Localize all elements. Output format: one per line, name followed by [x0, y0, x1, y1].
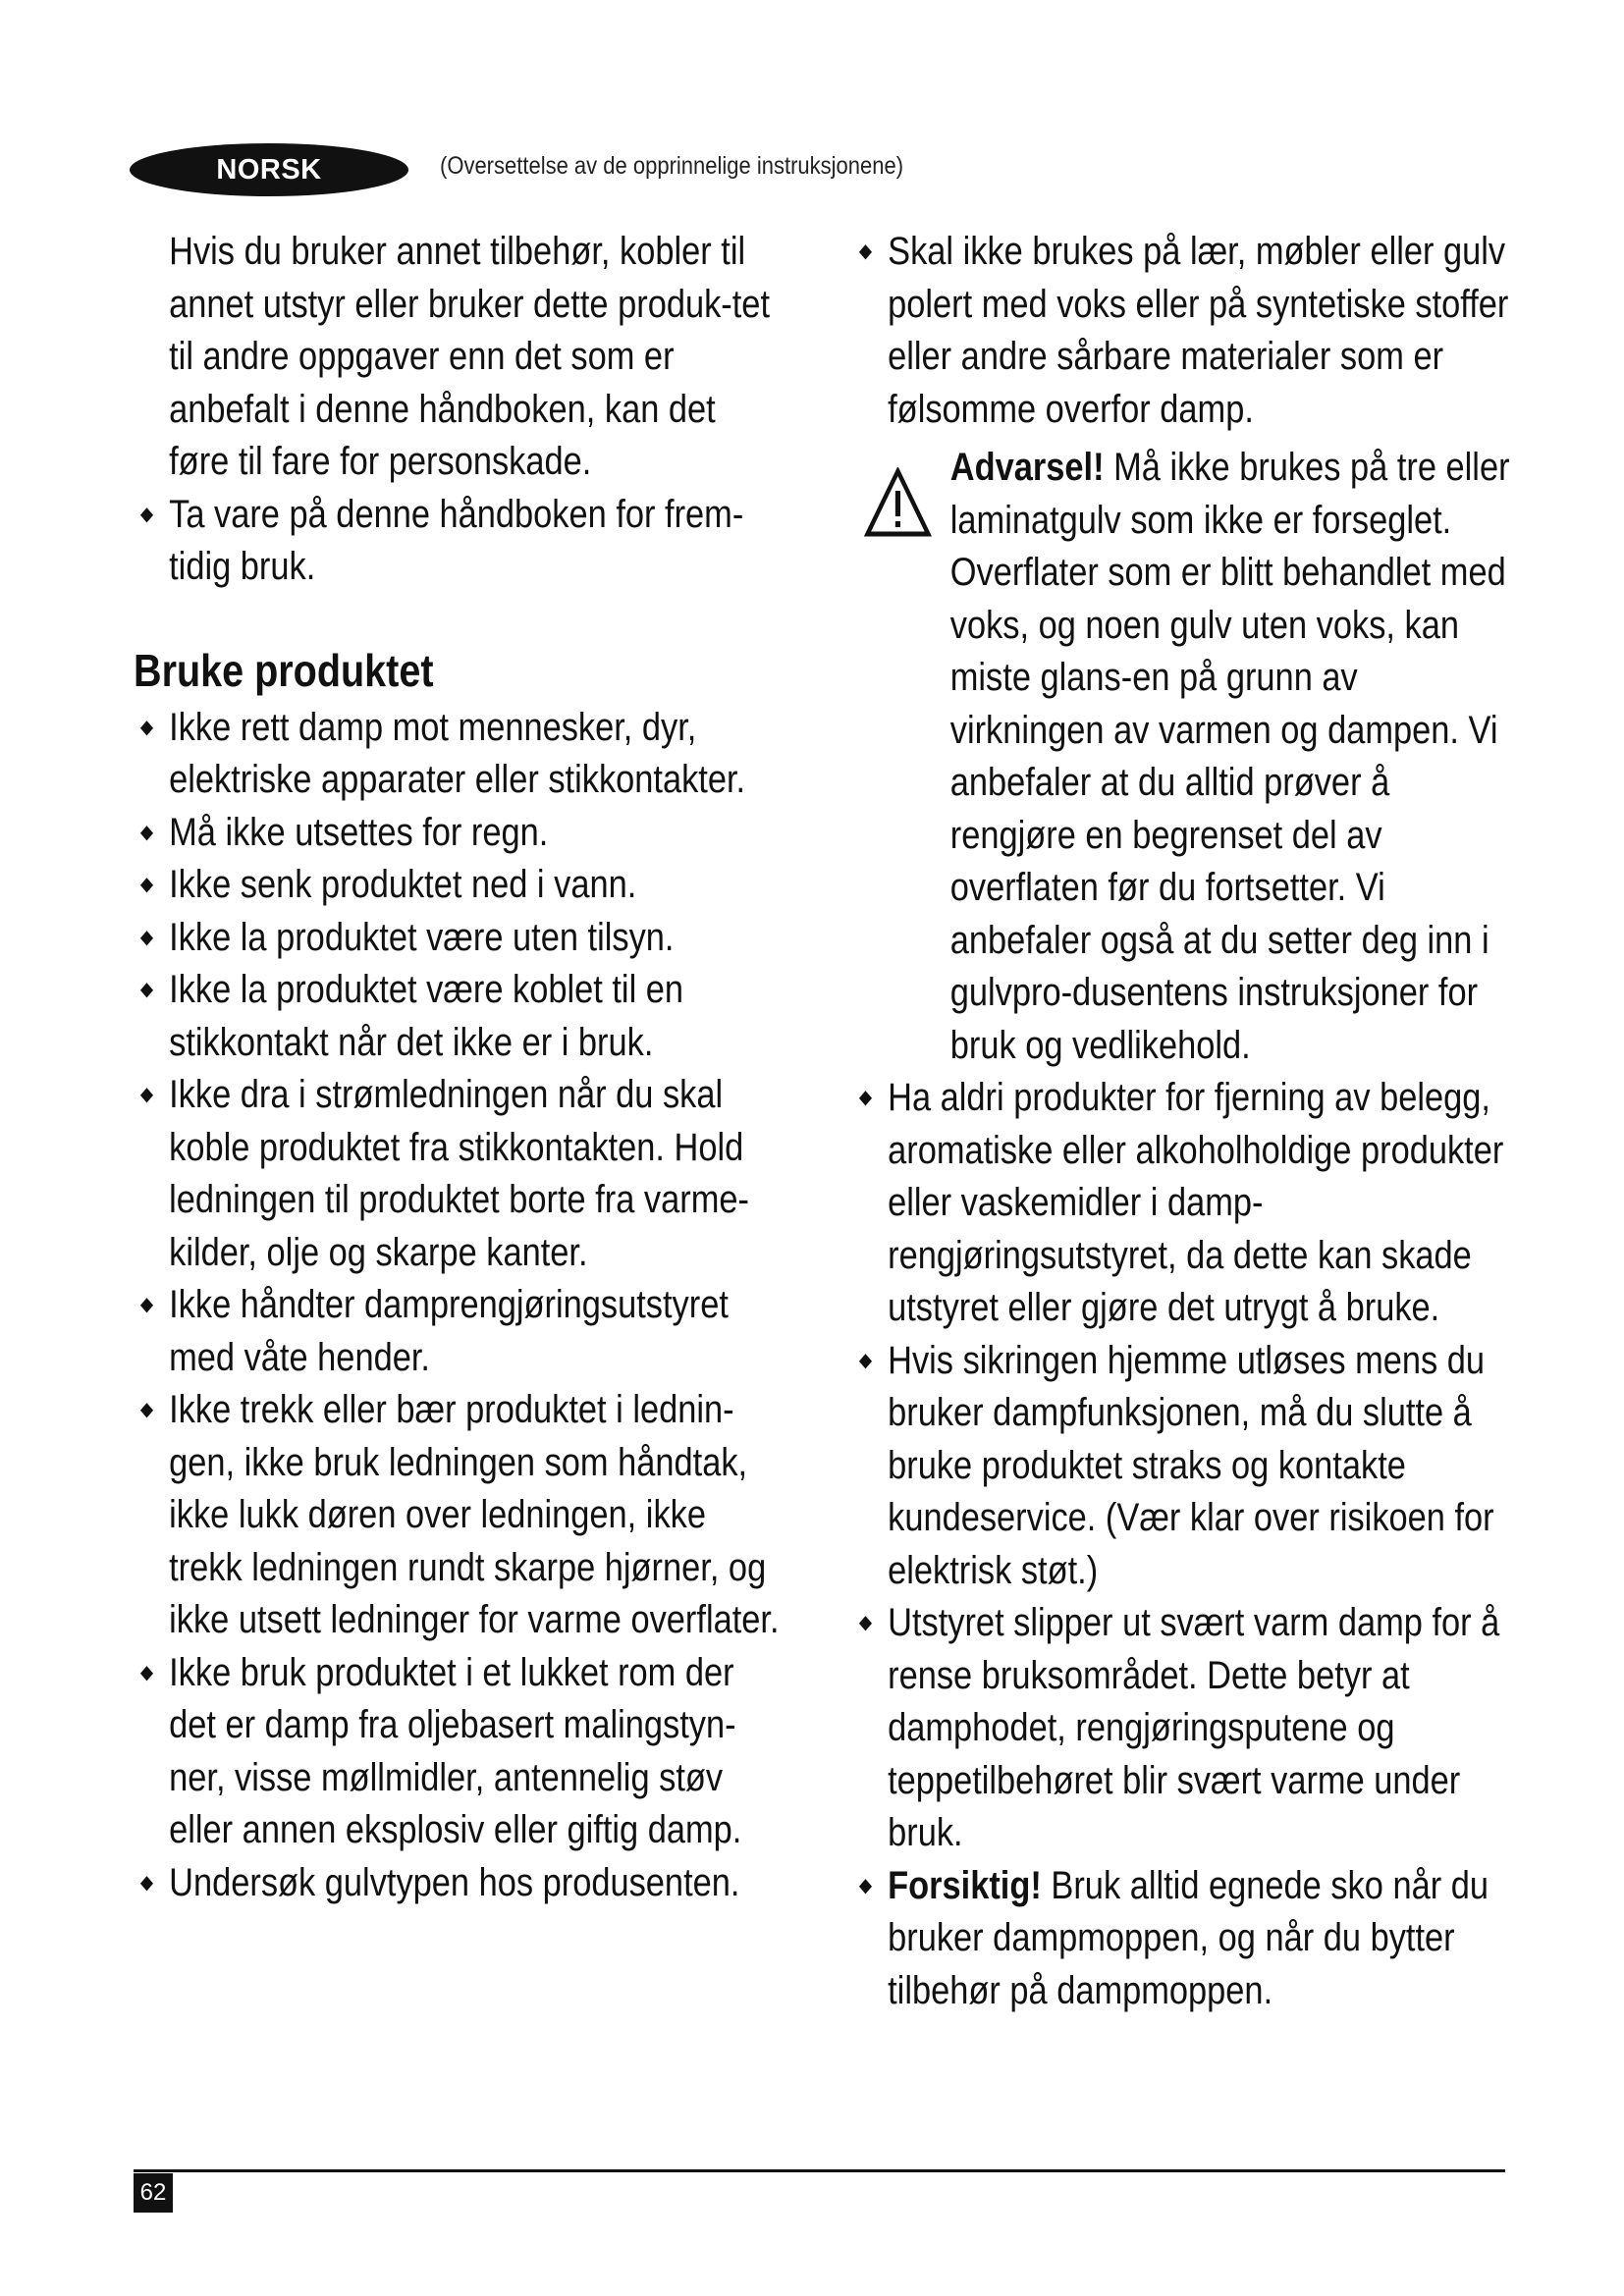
- list-item: [852, 226, 1511, 436]
- language-badge: [130, 143, 408, 196]
- diamond-bullet-icon: ◆: [858, 240, 873, 262]
- list-item-text: Må ikke utsettes for regn.: [169, 810, 549, 854]
- list-item-text: Undersøk gulvtypen hos produsenten.: [169, 1860, 740, 1904]
- list-item-text: Hvis sikringen hjemme utløses mens du bruker dampfunksjonen, må du slutte å bruke produktet straks og kontakte kundeservice. (Vær klar over risikoen for elektrisk støt.): [888, 1338, 1494, 1592]
- warning-label: Advarsel!: [949, 446, 1105, 489]
- list-item: [134, 1857, 784, 1910]
- diamond-bullet-icon: ◆: [139, 503, 154, 525]
- list-item-text: Ikke senk produktet ned i vann.: [169, 863, 637, 906]
- list-item-text: Ikke dra i strømledningen når du skal koble produktet fra stikkontakten. Hold ledningen til produktet borte fra varme-kilder, olje og skarpe kanter.: [169, 1073, 749, 1274]
- caution-text: Bruk alltid egnede sko når du bruker dampmoppen, og når du bytter tilbehør på dampmoppen.: [888, 1863, 1489, 2012]
- page-number: [134, 2173, 173, 2213]
- caution-label: Forsiktig!: [888, 1863, 1042, 1907]
- list-item-text: Ikke la produktet være uten tilsyn.: [169, 915, 675, 959]
- intro-paragraph: Hvis du bruker annet tilbehør, kobler til annet utstyr eller bruker dette produk-tet til andre oppgaver enn det som er anbefalt i denne håndboken, kan det føre til fare for personskade.: [169, 230, 770, 483]
- list-item: [134, 912, 784, 965]
- diamond-bullet-icon: ◆: [139, 716, 154, 738]
- diamond-bullet-icon: ◆: [858, 1612, 873, 1633]
- list-item: [134, 1384, 784, 1647]
- diamond-bullet-icon: ◆: [139, 1871, 154, 1894]
- list-item-text: Skal ikke brukes på lær, møbler eller gulv polert med voks eller på syntetiske stoffer eller andre sårbare materialer som er følsomme overfor damp.: [888, 230, 1509, 431]
- list-item: [852, 1860, 1511, 2018]
- list-item: [852, 1072, 1511, 1335]
- diamond-bullet-icon: ◆: [139, 1294, 154, 1315]
- header-subtitle: (Oversettelse av de opprinnelige instruksjonene): [440, 152, 904, 180]
- language-badge-label: NORSK: [216, 153, 322, 186]
- diamond-bullet-icon: ◆: [139, 979, 154, 1000]
- diamond-bullet-icon: ◆: [858, 1874, 873, 1896]
- list-item: [134, 807, 784, 860]
- diamond-bullet-icon: ◆: [858, 1349, 873, 1371]
- list-item: [852, 1597, 1511, 1860]
- list-item-text: Ikke rett damp mot mennesker, dyr, elektriske apparater eller stikkontakter.: [169, 705, 746, 801]
- section-heading: Bruke produktet: [134, 644, 434, 696]
- footer-divider: [134, 2169, 1505, 2172]
- list-item-text: Ta vare på denne håndboken for frem-tidig bruk.: [169, 492, 744, 588]
- page-number-label: 62: [139, 2179, 167, 2206]
- diamond-bullet-icon: ◆: [139, 1399, 154, 1420]
- diamond-bullet-icon: ◆: [139, 1084, 154, 1105]
- warning-block: [852, 442, 1511, 1072]
- list-item: [134, 1279, 784, 1384]
- diamond-bullet-icon: ◆: [858, 1087, 873, 1108]
- diamond-bullet-icon: ◆: [139, 926, 154, 948]
- list-item-text: Utstyret slipper ut svært varm damp for å rense bruksområdet. Dette betyr at damphodet, rengjøringsputene og teppetilbehøret blir svært varme under bruk.: [888, 1601, 1500, 1854]
- warning-triangle-icon: [864, 467, 932, 538]
- right-column: [852, 226, 1511, 2017]
- diamond-bullet-icon: ◆: [139, 1661, 154, 1683]
- list-item-text: Ha aldri produkter for fjerning av belegg, aromatiske eller alkoholholdige produkter eller vaskemidler i damp-rengjøringsutstyret, da dette kan skade utstyret eller gjøre det utrygt å bruke.: [888, 1076, 1504, 1329]
- diamond-bullet-icon: ◆: [139, 821, 154, 843]
- warning-text: [950, 442, 1511, 1072]
- diamond-bullet-icon: ◆: [139, 874, 154, 895]
- list-item-text: Ikke trekk eller bær produktet i lednin-gen, ikke bruk ledningen som håndtak, ikke lukk døren over ledningen, ikke trekk ledningen rundt skarpe hjørner, og ikke utsett ledninger for varme overflater.: [169, 1388, 780, 1641]
- list-item: [852, 1335, 1511, 1598]
- list-item: [134, 1647, 784, 1857]
- list-item: [134, 1069, 784, 1279]
- list-item: [134, 964, 784, 1069]
- warning-body: Må ikke brukes på tre eller laminatgulv som ikke er forseglet. Overflater som er blitt behandlet med voks, og noen gulv uten voks, kan miste glans-en på grunn av virkningen av varmen og dampen. Vi anbefaler at du alltid prøver å rengjøre en begrenset del av overflaten før du fortsetter. Vi anbefaler også at du setter deg inn i gulvpro-dusentens instruksjoner for bruk og vedlikehold.: [949, 446, 1510, 1067]
- list-item-text: Ikke la produktet være koblet til en stikkontakt når det ikke er i bruk.: [169, 968, 684, 1064]
- list-item-text: Ikke håndter damprengjøringsutstyret med våte hender.: [169, 1283, 729, 1379]
- list-item: [134, 702, 784, 807]
- list-item: [134, 489, 784, 594]
- list-item: [134, 859, 784, 912]
- left-column: [134, 226, 784, 1909]
- list-item-text: Ikke bruk produktet i et lukket rom der det er damp fra oljebasert malingstyn-ner, visse møllmidler, antennelig støv eller annen eksplosiv eller giftig damp.: [169, 1650, 742, 1851]
